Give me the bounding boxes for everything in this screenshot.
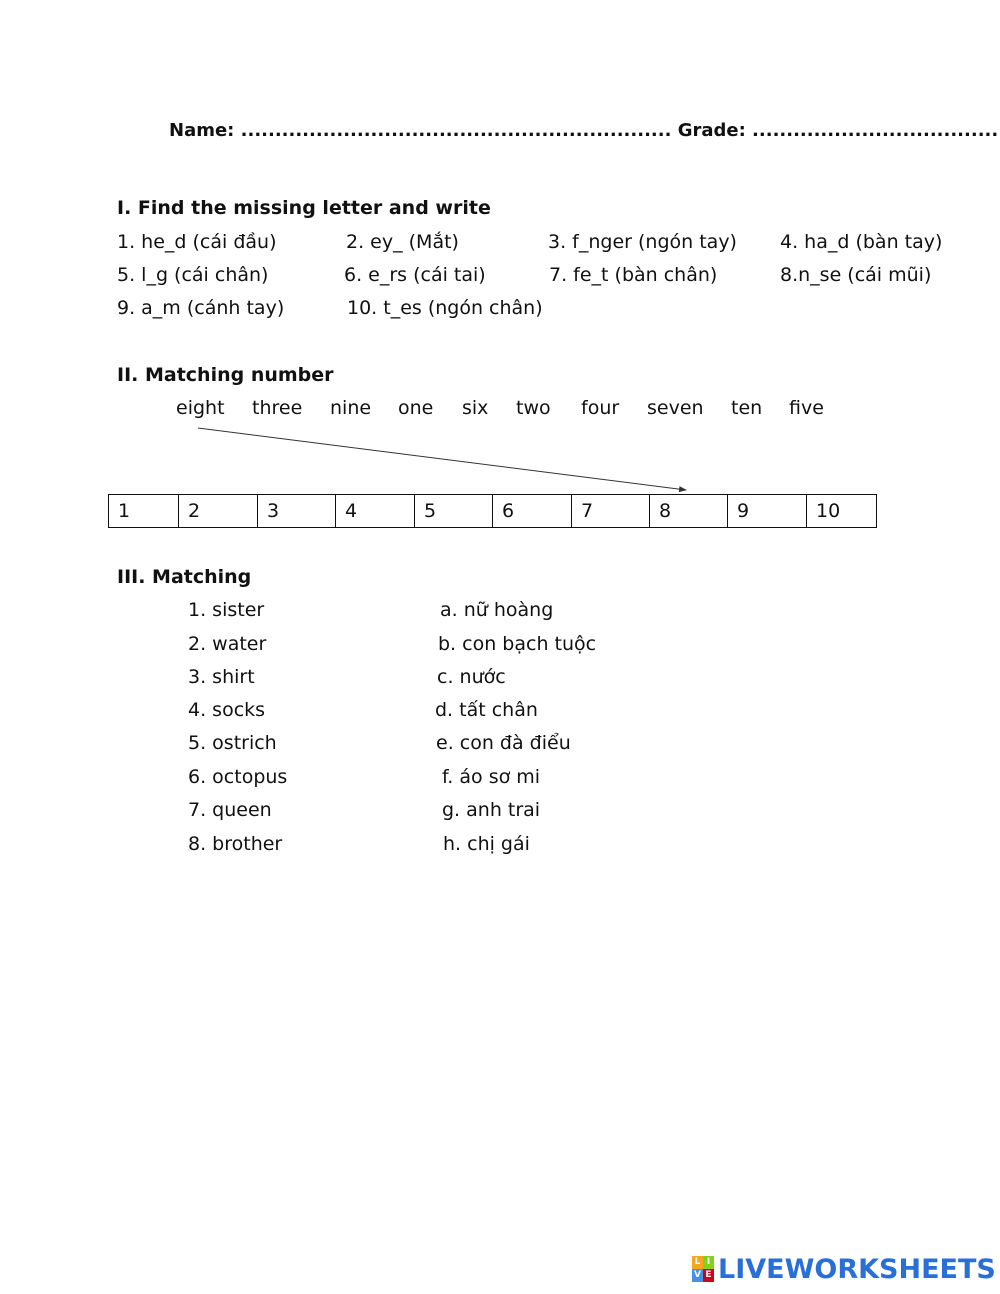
example-arrow-line <box>198 428 686 490</box>
name-grade-line: Name: ............................................................... Grade: .................................... <box>169 120 999 141</box>
missing-letter-item: 7. fe_t (bàn chân) <box>549 264 718 286</box>
number-cell[interactable]: 1 <box>109 495 179 528</box>
match-right-item[interactable]: h. chị gái <box>443 833 530 855</box>
number-word[interactable]: three <box>252 397 303 419</box>
number-word[interactable]: six <box>462 397 489 419</box>
liveworksheets-logo <box>692 1253 996 1285</box>
match-right-item[interactable]: c. nước <box>437 666 506 688</box>
section2-title: II. Matching number <box>117 364 334 386</box>
match-left-item[interactable]: 1. sister <box>188 599 265 621</box>
logo-icon-letter: V <box>692 1269 703 1282</box>
logo-text: LIVEWORKSHEETS <box>718 1253 996 1285</box>
match-left-item[interactable]: 3. shirt <box>188 666 255 688</box>
missing-letter-item: 5. l_g (cái chân) <box>117 264 269 286</box>
section3-title: III. Matching <box>117 566 252 588</box>
match-right-item[interactable]: f. áo sơ mi <box>442 766 541 788</box>
number-cell[interactable]: 8 <box>650 495 728 528</box>
missing-letter-item: 3. f_nger (ngón tay) <box>548 231 737 253</box>
missing-letter-item: 6. e_rs (cái tai) <box>344 264 486 286</box>
number-row <box>109 495 877 528</box>
number-word[interactable]: five <box>789 397 824 419</box>
missing-letter-item: 2. ey_ (Mắt) <box>346 231 459 253</box>
missing-letter-item: 9. a_m (cánh tay) <box>117 297 285 319</box>
number-cell[interactable]: 7 <box>572 495 650 528</box>
number-word[interactable]: two <box>516 397 551 419</box>
number-cell[interactable]: 9 <box>728 495 807 528</box>
number-cell[interactable]: 2 <box>179 495 258 528</box>
number-word[interactable]: nine <box>330 397 372 419</box>
logo-icon-letter: E <box>703 1269 714 1282</box>
number-word[interactable]: one <box>398 397 434 419</box>
match-left-item[interactable]: 6. octopus <box>188 766 288 788</box>
number-cell[interactable]: 6 <box>493 495 572 528</box>
match-right-item[interactable]: g. anh trai <box>442 799 541 821</box>
number-cell[interactable]: 10 <box>807 495 877 528</box>
number-cell[interactable]: 4 <box>336 495 415 528</box>
number-cell[interactable]: 3 <box>258 495 336 528</box>
logo-icon <box>692 1256 714 1282</box>
logo-icon-letter: L <box>692 1256 703 1269</box>
number-word[interactable]: four <box>581 397 620 419</box>
missing-letter-item: 8.n_se (cái mũi) <box>780 264 932 286</box>
number-word[interactable]: ten <box>731 397 763 419</box>
missing-letter-item: 10. t_es (ngón chân) <box>347 297 543 319</box>
match-left-item[interactable]: 7. queen <box>188 799 272 821</box>
missing-letter-item: 1. he_d (cái đầu) <box>117 231 277 253</box>
number-table <box>108 494 877 528</box>
match-left-item[interactable]: 5. ostrich <box>188 732 277 754</box>
section1-title: I. Find the missing letter and write <box>117 197 491 219</box>
match-left-item[interactable]: 8. brother <box>188 833 283 855</box>
match-left-item[interactable]: 2. water <box>188 633 267 655</box>
number-word[interactable]: eight <box>176 397 225 419</box>
number-word[interactable]: seven <box>647 397 704 419</box>
match-right-item[interactable]: a. nữ hoàng <box>440 599 554 621</box>
logo-icon-letter: I <box>703 1256 714 1269</box>
match-right-item[interactable]: e. con đà điểu <box>436 732 571 754</box>
number-cell[interactable]: 5 <box>415 495 493 528</box>
match-left-item[interactable]: 4. socks <box>188 699 266 721</box>
missing-letter-item: 4. ha_d (bàn tay) <box>780 231 943 253</box>
match-right-item[interactable]: d. tất chân <box>435 699 538 721</box>
match-right-item[interactable]: b. con bạch tuộc <box>438 633 597 655</box>
